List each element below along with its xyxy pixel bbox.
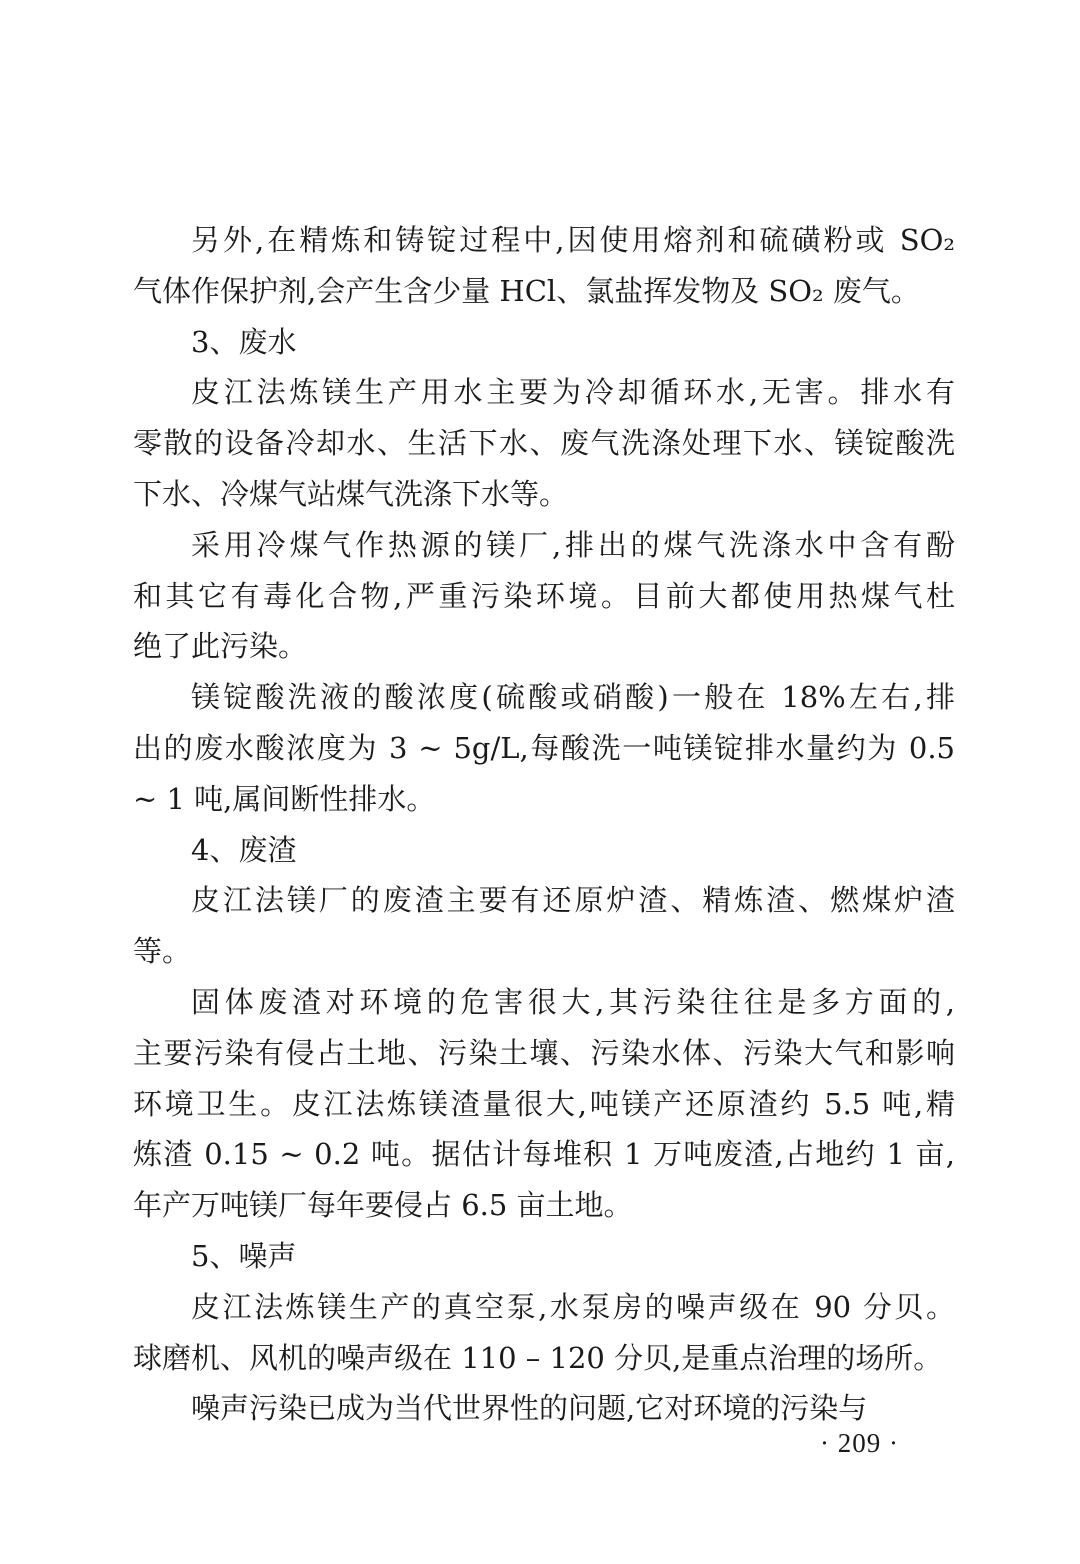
paragraph-line: 气体作保护剂,会产生含少量 HCl、氯盐挥发物及 SO₂ 废气。 [133, 273, 920, 308]
paragraph-line: 球磨机、风机的噪声级在 110 – 120 分贝,是重点治理的场所。 [133, 1340, 943, 1375]
paragraph-line: 年产万吨镁厂每年要侵占 6.5 亩土地。 [133, 1188, 633, 1223]
paragraph-line: 零散的设备冷却水、生活下水、废气洗涤处理下水、镁锭酸洗 [133, 426, 955, 461]
paragraph-line: 出的废水酸浓度为 3 ~ 5g/L,每酸洗一吨镁锭排水量约为 0.5 [133, 730, 955, 765]
body-text [133, 215, 955, 1434]
paragraph-line: 等。 [133, 934, 192, 969]
paragraph-line: 皮江法镁厂的废渣主要有还原炉渣、精炼渣、燃煤炉渣 [191, 883, 955, 918]
page-number: · 209 · [820, 1428, 899, 1458]
paragraph-line: 炼渣 0.15 ~ 0.2 吨。据估计每堆积 1 万吨废渣,占地约 1 亩, [133, 1137, 955, 1172]
section-heading: 4、废渣 [191, 832, 297, 867]
section-heading: 5、噪声 [191, 1238, 297, 1273]
paragraph-line: 采用冷煤气作热源的镁厂,排出的煤气洗涤水中含有酚 [191, 527, 955, 562]
paragraph-line: 镁锭酸洗液的酸浓度(硫酸或硝酸)一般在 18%左右,排 [191, 680, 955, 715]
paragraph-line: 和其它有毒化合物,严重污染环境。目前大都使用热煤气杜 [133, 578, 955, 613]
paragraph-line: 绝了此污染。 [133, 629, 308, 664]
paragraph-line: 皮江法炼镁生产的真空泵,水泵房的噪声级在 90 分贝。 [191, 1289, 955, 1324]
paragraph-line: 皮江法炼镁生产用水主要为冷却循环水,无害。排水有 [191, 375, 955, 410]
paragraph-line: 噪声污染已成为当代世界性的问题,它对环境的污染与 [191, 1391, 868, 1426]
paragraph-line: 下水、冷煤气站煤气洗涤下水等。 [133, 476, 569, 511]
paragraph-line: ~ 1 吨,属间断性排水。 [133, 781, 436, 816]
paragraph-line: 主要污染有侵占土地、污染土壤、污染水体、污染大气和影响 [133, 1035, 955, 1070]
paragraph-line: 固体废渣对环境的危害很大,其污染往往是多方面的, [191, 984, 955, 1019]
paragraph-line: 环境卫生。皮江法炼镁渣量很大,吨镁产还原渣约 5.5 吨,精 [133, 1086, 955, 1121]
section-heading: 3、废水 [191, 324, 297, 359]
paragraph-line: 另外,在精炼和铸锭过程中,因使用熔剂和硫磺粉或 SO₂ [191, 223, 955, 257]
